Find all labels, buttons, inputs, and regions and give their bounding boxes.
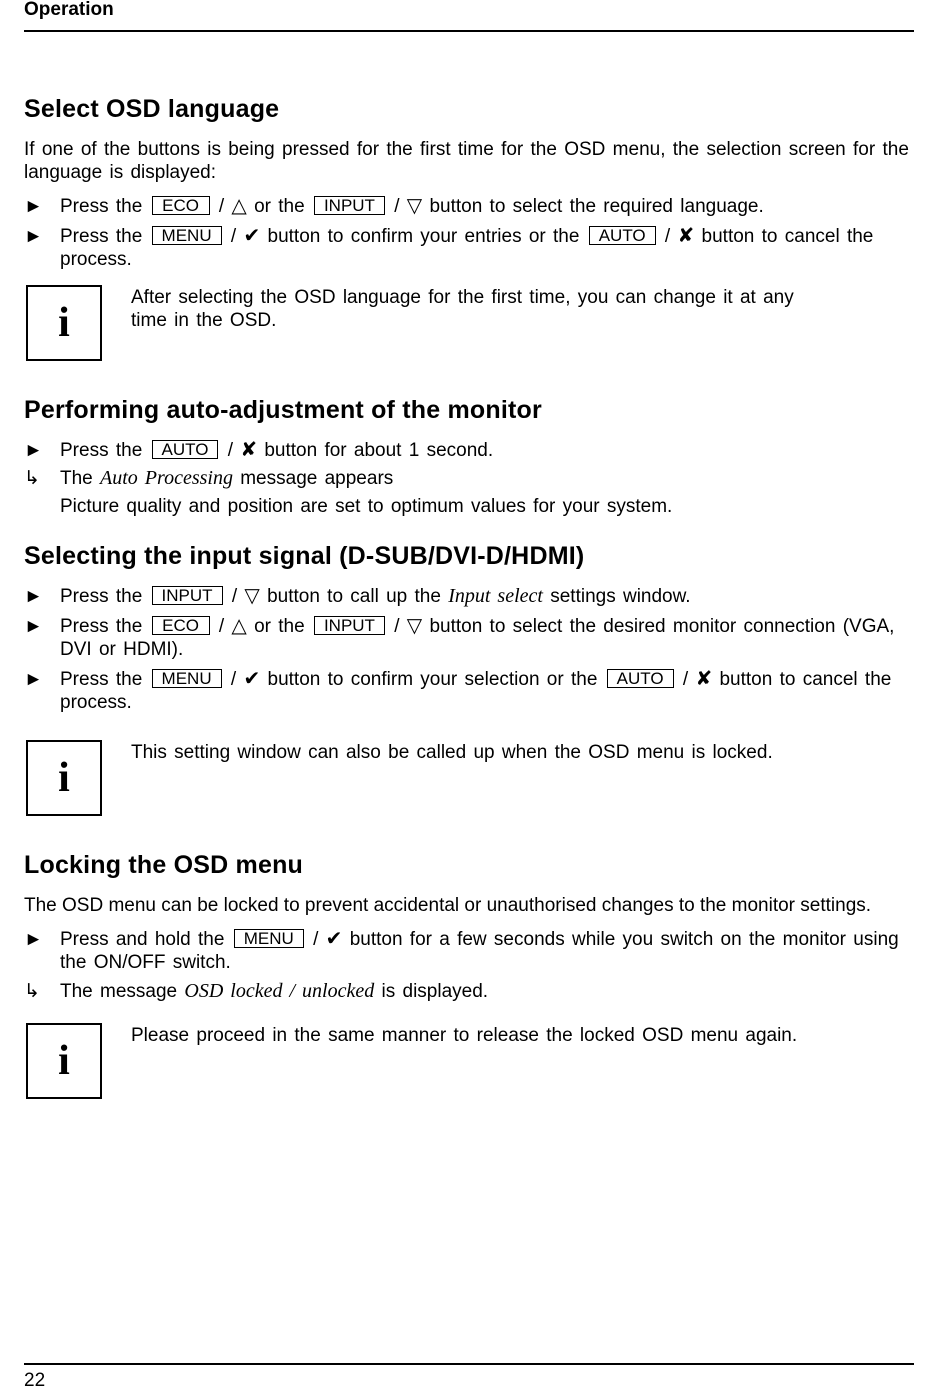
- intro-paragraph: If one of the buttons is being pressed for the first time for the OSD menu, the selection screen for the language is displayed:: [24, 139, 909, 183]
- bullet-triangle-icon: ►: [24, 929, 43, 950]
- footer-divider: [24, 1363, 914, 1365]
- step-text: or the: [254, 196, 305, 217]
- check-mark-icon: ✔: [325, 928, 343, 950]
- separator: /: [231, 586, 238, 607]
- step-item: [24, 668, 916, 714]
- separator: /: [218, 616, 225, 637]
- separator: /: [664, 226, 671, 247]
- info-note: [24, 1023, 916, 1100]
- section-title-select-osd-language: Select OSD language: [24, 95, 280, 123]
- separator: /: [227, 440, 234, 461]
- info-icon: i: [26, 285, 102, 361]
- input-key: INPUT: [314, 196, 385, 215]
- step-text: button for a few seconds while you switch on the monitor using the ON/OFF switch.: [60, 929, 899, 973]
- step-item: [24, 585, 916, 608]
- eco-key: ECO: [152, 616, 210, 635]
- step-text: button for about 1 second.: [264, 440, 494, 461]
- step-text: Press the: [60, 196, 143, 217]
- menu-key: MENU: [152, 669, 222, 688]
- cross-mark-icon: ✘: [695, 668, 713, 690]
- result-text: The message: [60, 981, 178, 1002]
- result-arrow-icon: ↳: [24, 981, 40, 1002]
- cross-mark-icon: ✘: [677, 225, 695, 247]
- step-text: Press the: [60, 440, 143, 461]
- step-text: Press the: [60, 616, 143, 637]
- step-text: Press the: [60, 226, 143, 247]
- section-title-auto-adjustment: Performing auto-adjustment of the monitor: [24, 396, 542, 424]
- triangle-down-icon: ▽: [406, 195, 423, 217]
- result-text: Picture quality and position are set to optimum values for your system.: [60, 496, 673, 517]
- bullet-triangle-icon: ►: [24, 669, 43, 690]
- message-name: Auto Processing: [100, 467, 233, 489]
- info-note: [24, 740, 916, 817]
- intro-paragraph: The OSD menu can be locked to prevent accidental or unauthorised changes to the monitor settings.: [24, 895, 872, 916]
- step-text: settings window.: [550, 586, 691, 607]
- step-item: [24, 195, 916, 218]
- step-text: Press the: [60, 669, 143, 690]
- running-header: Operation: [24, 0, 114, 20]
- step-text: or the: [254, 616, 305, 637]
- bullet-triangle-icon: ►: [24, 440, 43, 461]
- check-mark-icon: ✔: [243, 225, 261, 247]
- info-icon: i: [26, 740, 102, 816]
- bullet-triangle-icon: ►: [24, 196, 43, 217]
- separator: /: [682, 669, 689, 690]
- bullet-triangle-icon: ►: [24, 226, 43, 247]
- menu-key: MENU: [234, 929, 304, 948]
- auto-key: AUTO: [152, 440, 219, 459]
- eco-key: ECO: [152, 196, 210, 215]
- step-text: button to cancel the process.: [60, 226, 874, 270]
- step-item: [24, 928, 916, 974]
- info-icon: i: [26, 1023, 102, 1099]
- triangle-up-icon: △: [231, 195, 247, 217]
- auto-key: AUTO: [589, 226, 656, 245]
- separator: /: [230, 669, 237, 690]
- result-detail: [24, 495, 916, 518]
- menu-key: MENU: [152, 226, 222, 245]
- step-text: button to select the desired monitor connection (VGA, DVI or HDMI).: [60, 616, 895, 660]
- result-text: is displayed.: [381, 981, 489, 1002]
- result-item: [24, 980, 916, 1003]
- bullet-triangle-icon: ►: [24, 616, 43, 637]
- result-text: message appears: [240, 468, 394, 489]
- triangle-up-icon: △: [231, 615, 247, 637]
- info-note: [24, 285, 916, 362]
- result-item: [24, 467, 916, 490]
- auto-key: AUTO: [607, 669, 674, 688]
- separator: /: [218, 196, 225, 217]
- message-name: OSD locked / unlocked: [184, 980, 375, 1002]
- separator: /: [230, 226, 237, 247]
- separator: /: [394, 196, 400, 217]
- note-text: After selecting the OSD language for the first time, you can change it at any time in the OSD.: [131, 287, 794, 331]
- note-text: Please proceed in the same manner to release the locked OSD menu again.: [131, 1025, 798, 1046]
- section-title-input-signal: Selecting the input signal (D-SUB/DVI-D/HDMI): [24, 542, 585, 570]
- step-text: Press the: [60, 586, 143, 607]
- section-title-locking-osd: Locking the OSD menu: [24, 851, 304, 879]
- check-mark-icon: ✔: [243, 668, 261, 690]
- triangle-down-icon: ▽: [244, 585, 260, 607]
- bullet-triangle-icon: ►: [24, 586, 43, 607]
- step-item: [24, 439, 916, 462]
- step-text: button to cancel the process.: [60, 669, 892, 713]
- step-text: button to select the required language.: [429, 196, 764, 217]
- cross-mark-icon: ✘: [240, 439, 258, 461]
- input-key: INPUT: [152, 586, 223, 605]
- triangle-down-icon: ▽: [406, 615, 423, 637]
- step-text: button to call up the: [267, 586, 441, 607]
- input-key: INPUT: [314, 616, 385, 635]
- result-arrow-icon: ↳: [24, 468, 40, 489]
- step-item: [24, 225, 916, 271]
- step-text: button to confirm your entries or the: [267, 226, 580, 247]
- page-content: [24, 93, 916, 1100]
- page-number: 22: [24, 1370, 46, 1391]
- step-text: Press and hold the: [60, 929, 225, 950]
- header-divider: [24, 30, 914, 32]
- result-text: The: [60, 468, 93, 489]
- separator: /: [394, 616, 400, 637]
- note-text: This setting window can also be called up when the OSD menu is locked.: [131, 742, 773, 763]
- window-name: Input select: [448, 585, 543, 607]
- separator: /: [313, 929, 319, 950]
- step-text: button to confirm your selection or the: [267, 669, 598, 690]
- step-item: [24, 615, 916, 661]
